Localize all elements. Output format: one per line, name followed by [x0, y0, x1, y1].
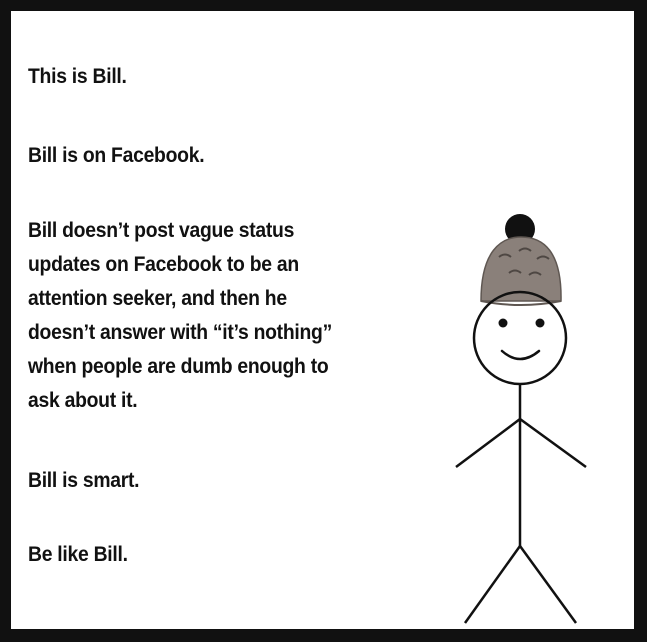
text-line-be-like: Be like Bill. [28, 542, 128, 566]
text-line-facebook: Bill is on Facebook. [28, 143, 205, 167]
text-line-intro: This is Bill. [28, 64, 127, 88]
text-line-body-5: when people are dumb enough to [28, 354, 329, 378]
text-line-smart: Bill is smart. [28, 468, 140, 492]
stick-figure [11, 11, 634, 629]
text-line-body-3: attention seeker, and then he [28, 286, 287, 310]
left-arm-icon [456, 419, 520, 467]
text-line-body-1: Bill doesn’t post vague status [28, 218, 295, 242]
text-line-body-6: ask about it. [28, 388, 138, 412]
right-arm-icon [520, 419, 586, 467]
right-leg-icon [520, 546, 576, 623]
meme-panel [11, 11, 634, 629]
left-leg-icon [465, 546, 520, 623]
right-eye-icon [536, 319, 545, 328]
text-line-body-2: updates on Facebook to be an [28, 252, 299, 276]
text-line-body-4: doesn’t answer with “it’s nothing” [28, 320, 333, 344]
smile-icon [502, 351, 539, 359]
left-eye-icon [499, 319, 508, 328]
